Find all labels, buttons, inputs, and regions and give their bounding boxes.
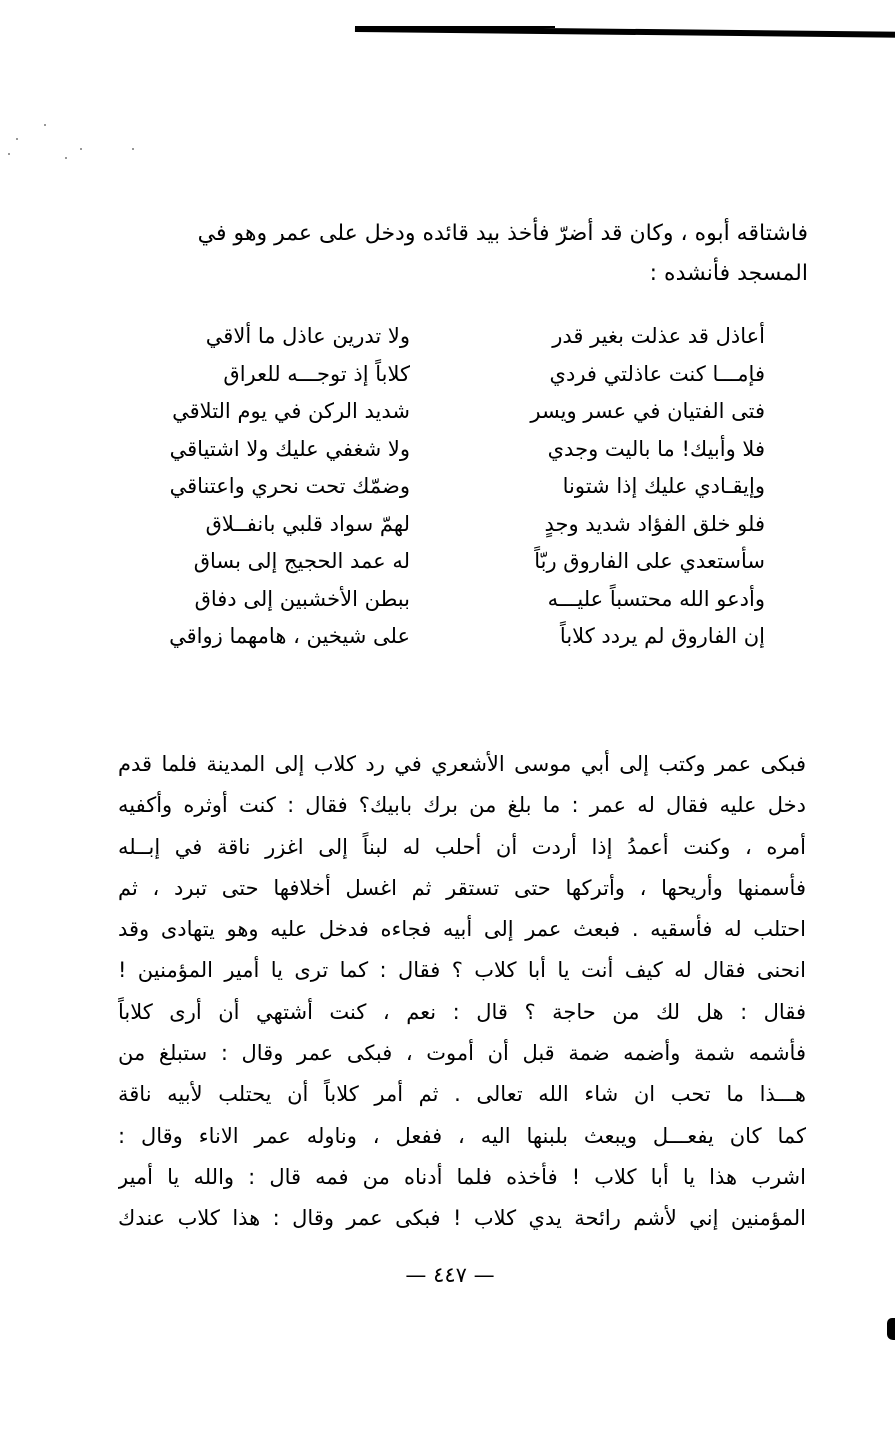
verse-second-hemistich: لهمّ سواد قلبي بانفــلاق — [205, 511, 410, 536]
verse-first-hemistich: فلا وأبيك! ما باليت وجدي — [547, 436, 765, 461]
prose-line: المؤمنين إني لأشم رائحة يدي كلاب ! فبكى عمر وقال : هذا كلاب عندك — [118, 1206, 806, 1231]
poem-verse — [140, 468, 765, 506]
scan-speck — [132, 148, 134, 150]
verse-second-hemistich: ببطن الأخشبين إلى دفاق — [194, 586, 410, 611]
verse-second-hemistich: شديد الركن في يوم التلاقي — [172, 399, 410, 423]
verse-first-hemistich: وأدعو الله محتسباً عليـــه — [547, 586, 765, 611]
poem-verse — [140, 431, 765, 469]
verse-first-hemistich: فلو خلق الفؤاد شديد وجدٍ — [544, 511, 765, 536]
scan-speck — [65, 157, 67, 159]
prose-line: انحنى فقال له كيف أنت يا أبا كلاب ؟ فقال : كما ترى يا أمير المؤمنين ! — [118, 958, 806, 983]
verse-second-hemistich: له عمد الحجيج إلى بساق — [193, 549, 410, 573]
scan-margin-blot — [887, 1318, 895, 1340]
verse-first-hemistich: فتى الفتيان في عسر ويسر — [530, 399, 765, 423]
prose-line: اشرب هذا يا أبا كلاب ! فأخذه فلما أدناه من فمه قال : والله يا أمير — [118, 1164, 806, 1189]
verse-first-hemistich: وإيقـادي عليك إذا شتونا — [562, 474, 765, 498]
page-number: — ٤٤٧ — — [405, 1263, 495, 1287]
poem-verse — [140, 356, 765, 394]
verse-second-hemistich: كلاباً إذ توجـــه للعراق — [223, 361, 410, 386]
scan-speck — [44, 124, 46, 126]
verse-second-hemistich: على شيخين ، هامهما زواقي — [169, 624, 410, 648]
poem-verse — [140, 318, 765, 356]
prose-line: احتلب له فأسقيه . فبعث عمر إلى أبيه فجاءه فدخل عليه وهو يتهادى وقد — [118, 917, 806, 942]
verse-first-hemistich: فإمـــا كنت عاذلتي فردي — [549, 361, 765, 386]
poem — [140, 318, 765, 656]
poem-verse — [140, 393, 765, 431]
scan-edge-line — [355, 26, 555, 28]
prose-line: كما كان يفعـــل ويبعث بلبنها اليه ، ففعل ، وناوله عمر الاناء وقال : — [118, 1123, 806, 1148]
verse-second-hemistich: ولا تدرين عاذل ما ألاقي — [205, 324, 410, 348]
verse-second-hemistich: ولا شغفي عليك ولا اشتياقي — [169, 436, 410, 461]
intro-line: فاشتاقه أبوه ، وكان قد أضرّ فأخذ بيد قائده ودخل على عمر وهو في — [197, 221, 808, 246]
verse-first-hemistich: سأستعدي على الفاروق ربّاً — [534, 549, 765, 573]
intro-line: المسجد فأنشده : — [649, 261, 808, 286]
scan-speck — [16, 138, 18, 140]
poem-verse — [140, 581, 765, 619]
prose-paragraph — [118, 744, 806, 1240]
prose-line: فبكى عمر وكتب إلى أبي موسى الأشعري في رد كلاب إلى المدينة فلما قدم — [118, 752, 806, 776]
scan-speck — [80, 148, 82, 150]
verse-first-hemistich: أعاذل قد عذلت بغير قدر — [552, 324, 765, 348]
verse-second-hemistich: وضمّك تحت نحري واعتناقي — [169, 474, 410, 498]
prose-line: دخل عليه فقال له عمر : ما بلغ من برك بابيك؟ فقال : كنت أوثره وأكفيه — [118, 793, 806, 818]
verse-first-hemistich: إن الفاروق لم يردد كلاباً — [559, 624, 765, 648]
prose-line: هـــذا ما تحب ان شاء الله تعالى . ثم أمر كلاباً أن يحتلب لأبيه ناقة — [118, 1082, 806, 1107]
poem-verse — [140, 618, 765, 656]
prose-line: فقال : هل لك من حاجة ؟ قال : نعم ، كنت أشتهي أن أرى كلاباً — [118, 999, 806, 1024]
intro-paragraph — [128, 214, 808, 294]
prose-line: فأشمه شمة وأضمه ضمة قبل أن أموت ، فبكى عمر وقال : ستبلغ من — [118, 1041, 806, 1066]
poem-verse — [140, 506, 765, 544]
poem-verse — [140, 543, 765, 581]
scan-speck — [8, 153, 10, 155]
prose-line: أمره ، وكنت أعمدُ إذا أردت أن أحلب له لبناً إلى اغزر ناقة في إبــله — [118, 834, 806, 859]
prose-line: فأسمنها وأريحها ، وأتركها حتى تستقر ثم اغسل أخلافها حتى تبرد ، ثم — [118, 875, 806, 900]
